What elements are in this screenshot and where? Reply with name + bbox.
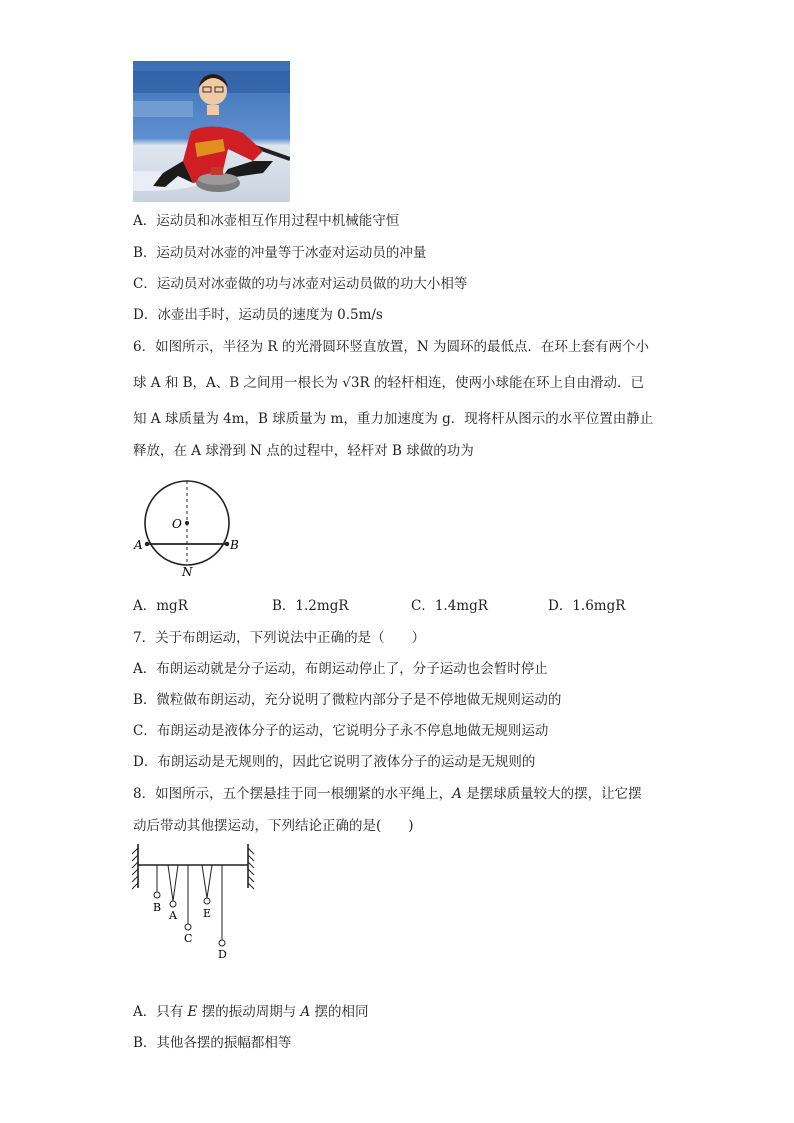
label-n: N [182,565,193,578]
q6-stem-line-2-b: R 的轻杆相连，使两小球能在环上自由滑动．已 [359,375,644,391]
right-wall-hatch [248,848,254,889]
ball-b [225,542,229,546]
pendulum-e-string-right [207,865,212,898]
q7-option-a: A．布朗运动就是分子运动，布朗运动停止了，分子运动也会暂时停止 [133,661,548,677]
q8-stem-1a: 8．如图所示，五个摆悬挂于同一根绷紧的水平绳上， [133,786,453,802]
q6-option-b: B．1.2mgR [272,598,349,614]
left-wall-hatch [132,848,138,889]
pendulum-c-bob [185,924,191,930]
q6-stem-line-1: 6．如图所示，半径为 R 的光滑圆环竖直放置，N 为圆环的最低点．在环上套有两个小 [133,339,649,355]
sqrt3: √3 [342,375,360,391]
q7-stem: 7．关于布朗运动，下列说法中正确的是（ ） [133,630,426,646]
label-c: C [184,932,193,945]
q6-option-d: D．1.6mgR [548,598,626,614]
pendulum-d-bob [219,940,225,946]
ball-a [145,542,149,546]
label-b: B [230,538,239,552]
q5-option-c: C．运动员对冰壶做的功与冰壶对运动员做的功大小相等 [133,276,468,292]
label-a: A [169,909,177,922]
q8-opt-a-2: 摆的振动周期与 [197,1004,301,1020]
label-e: E [203,907,212,920]
q8-option-a [133,1002,369,1022]
q8-pendulum-figure [128,842,260,967]
q5-option-b: B．运动员对冰壶的冲量等于冰壶对运动员的冲量 [133,245,427,261]
q6-ring-figure [130,478,250,578]
q8-stem-1b: 是摆球质量较大的摆，让它摆 [461,786,642,802]
q7-option-c: C．布朗运动是液体分子的运动，它说明分子永不停息地做无规则运动 [133,723,549,739]
q8-stem-line-1 [133,784,642,804]
label-b: B [153,901,162,914]
pendulum-b-bob [154,892,160,898]
q6-stem-line-4: 释放，在 A 球滑到 N 点的过程中，轻杆对 B 球做的功为 [133,443,474,459]
q8-stem-A: A [452,786,462,802]
q5-option-d: D．冰壶出手时，运动员的速度为 0.5m/s [133,307,383,323]
pendulum-e-string-left [202,865,207,898]
q7-option-b: B．微粒做布朗运动，充分说明了微粒内部分子是不停地做无规则运动的 [133,692,562,708]
q6-option-a: A．mgR [133,598,188,614]
curling-photo-drawing [133,61,290,202]
q5-option-a: A．运动员和冰壶相互作用过程中机械能守恒 [133,213,400,229]
q8-option-b: B．其他各摆的振幅都相等 [133,1035,292,1051]
pendulum-e-bob [204,898,210,904]
label-o: O [172,517,182,531]
q8-opt-a-3: 摆的相同 [310,1004,369,1020]
pendulum-a-string-left [168,865,173,901]
q6-option-c: C．1.4mgR [411,598,488,614]
q8-opt-a-E: E [187,1004,198,1020]
q8-opt-a-1: A．只有 [133,1004,188,1020]
center-dot [185,521,189,525]
pendulum-a-string-right [173,865,178,901]
pendulum-a-bob [170,901,176,907]
label-a: A [134,538,143,552]
q6-stem-line-2-a: 球 A 和 B，A、B 之间用一根长为 [133,375,343,391]
curling-photo [133,61,290,202]
q6-stem-line-3: 知 A 球质量为 4m，B 球质量为 m，重力加速度为 g．现将杆从图示的水平位置由静止 [133,411,654,427]
q6-stem-line-2 [133,373,644,393]
q7-option-d: D．布朗运动是无规则的，因此它说明了液体分子的运动是无规则的 [133,754,536,770]
label-d: D [218,948,227,961]
q8-stem-line-2: 动后带动其他摆运动，下列结论正确的是( ) [133,818,414,834]
q8-opt-a-A: A [300,1004,311,1020]
